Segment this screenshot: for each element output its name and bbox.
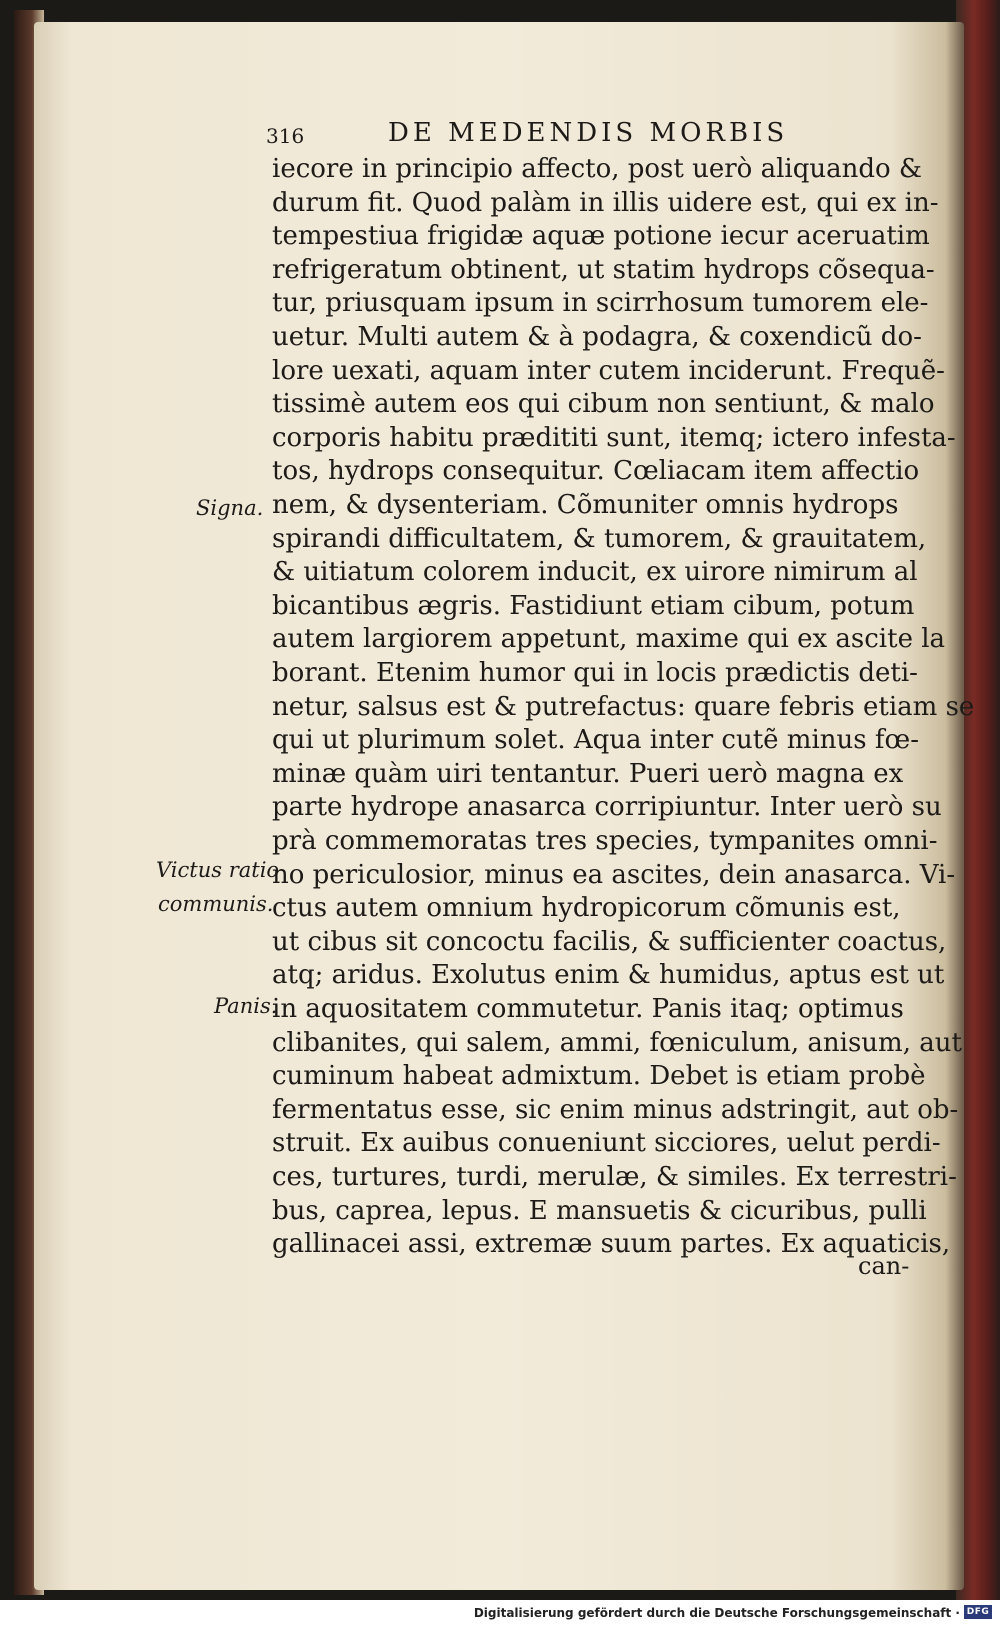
text-line: parte hydrope anasarca corripiuntur. Inter uerò su xyxy=(272,792,942,823)
text-line: in aquositatem commutetur. Panis itaq; optimus xyxy=(272,994,904,1024)
margin-note-signa: Signa. xyxy=(196,496,264,520)
dfg-credit: Digitalisierung gefördert durch die Deutsche Forschungsgemeinschaft · xyxy=(473,1606,960,1620)
text-line: borant. Etenim humor qui in locis prædictis deti- xyxy=(272,658,918,688)
margin-note-victus-ratio: Victus ratio xyxy=(156,858,280,882)
text-line: no periculosior, minus ea ascites, dein anasarca. Vi- xyxy=(272,859,956,890)
running-head-title: DE MEDENDIS MORBIS xyxy=(388,118,789,148)
text-line: ces, turtures, turdi, merulæ, & similes. Ex terrestri- xyxy=(272,1162,957,1192)
text-line: autem largiorem appetunt, maxime qui ex ascite la xyxy=(272,624,946,655)
text-line: bicantibus ægris. Fastidiunt etiam cibum, potum xyxy=(272,590,915,621)
text-line: prà commemoratas tres species, tympanites omni- xyxy=(272,826,938,856)
text-line: nem, & dysenteriam. Cõmuniter omnis hydrops xyxy=(272,490,899,520)
catchword: can- xyxy=(858,1252,910,1280)
text-line: qui ut plurimum solet. Aqua inter cutẽ minus fœ- xyxy=(272,725,919,756)
text-line: bus, caprea, lepus. E mansuetis & cicuribus, pulli xyxy=(272,1195,927,1226)
text-line: clibanites, qui salem, ammi, fœniculum, anisum, aut xyxy=(272,1027,962,1058)
text-line: & uitiatum colorem inducit, ex uirore nimirum al xyxy=(272,557,918,588)
text-line: durum fit. Quod palàm in illis uidere est, qui ex in- xyxy=(272,187,939,218)
text-line: spirandi difficultatem, & tumorem, & grauitatem, xyxy=(272,523,927,554)
margin-note-panis: Panis. xyxy=(214,994,278,1018)
digitization-footer xyxy=(0,1600,1000,1627)
text-line: iecore in principio affecto, post uerò aliquando & xyxy=(272,154,923,184)
dfg-logo: DFG xyxy=(964,1605,992,1619)
text-line: tos, hydrops consequitur. Cœliacam item affectio xyxy=(272,456,920,487)
text-line: tissimè autem eos qui cibum non sentiunt, & malo xyxy=(272,389,935,420)
text-line: fermentatus esse, sic enim minus adstringit, aut ob- xyxy=(272,1094,959,1125)
text-line: corporis habitu prædititi sunt, itemq; ictero infesta- xyxy=(272,422,956,453)
text-line: tempestiua frigidæ aquæ potione iecur aceruatim xyxy=(272,221,930,252)
text-line: ut cibus sit concoctu facilis, & sufficienter coactus, xyxy=(272,926,947,957)
text-line: cuminum habeat admixtum. Debet is etiam probè xyxy=(272,1061,926,1092)
text-line: struit. Ex auibus conueniunt sicciores, uelut perdi- xyxy=(272,1128,941,1159)
text-line: tur, priusquam ipsum in scirrhosum tumorem ele- xyxy=(272,288,929,319)
margin-note-communis: communis. xyxy=(158,892,274,916)
text-line: refrigeratum obtinent, ut statim hydrops cõsequa- xyxy=(272,254,935,285)
text-line: gallinacei assi, extremæ suum partes. Ex aquaticis, xyxy=(272,1229,951,1260)
text-line: minæ quàm uiri tentantur. Pueri uerò magna ex xyxy=(272,758,904,789)
text-line: uetur. Multi autem & à podagra, & coxendicũ do- xyxy=(272,322,922,352)
text-line: lore uexati, aquam inter cutem inciderunt. Frequẽ- xyxy=(272,355,945,386)
text-line: ctus autem omnium hydropicorum cõmunis est, xyxy=(272,893,901,924)
text-line: atq; aridus. Exolutus enim & humidus, aptus est ut xyxy=(272,960,945,991)
text-line: netur, salsus est & putrefactus: quare febris etiam se xyxy=(272,691,975,722)
page-number: 316 xyxy=(266,124,305,148)
